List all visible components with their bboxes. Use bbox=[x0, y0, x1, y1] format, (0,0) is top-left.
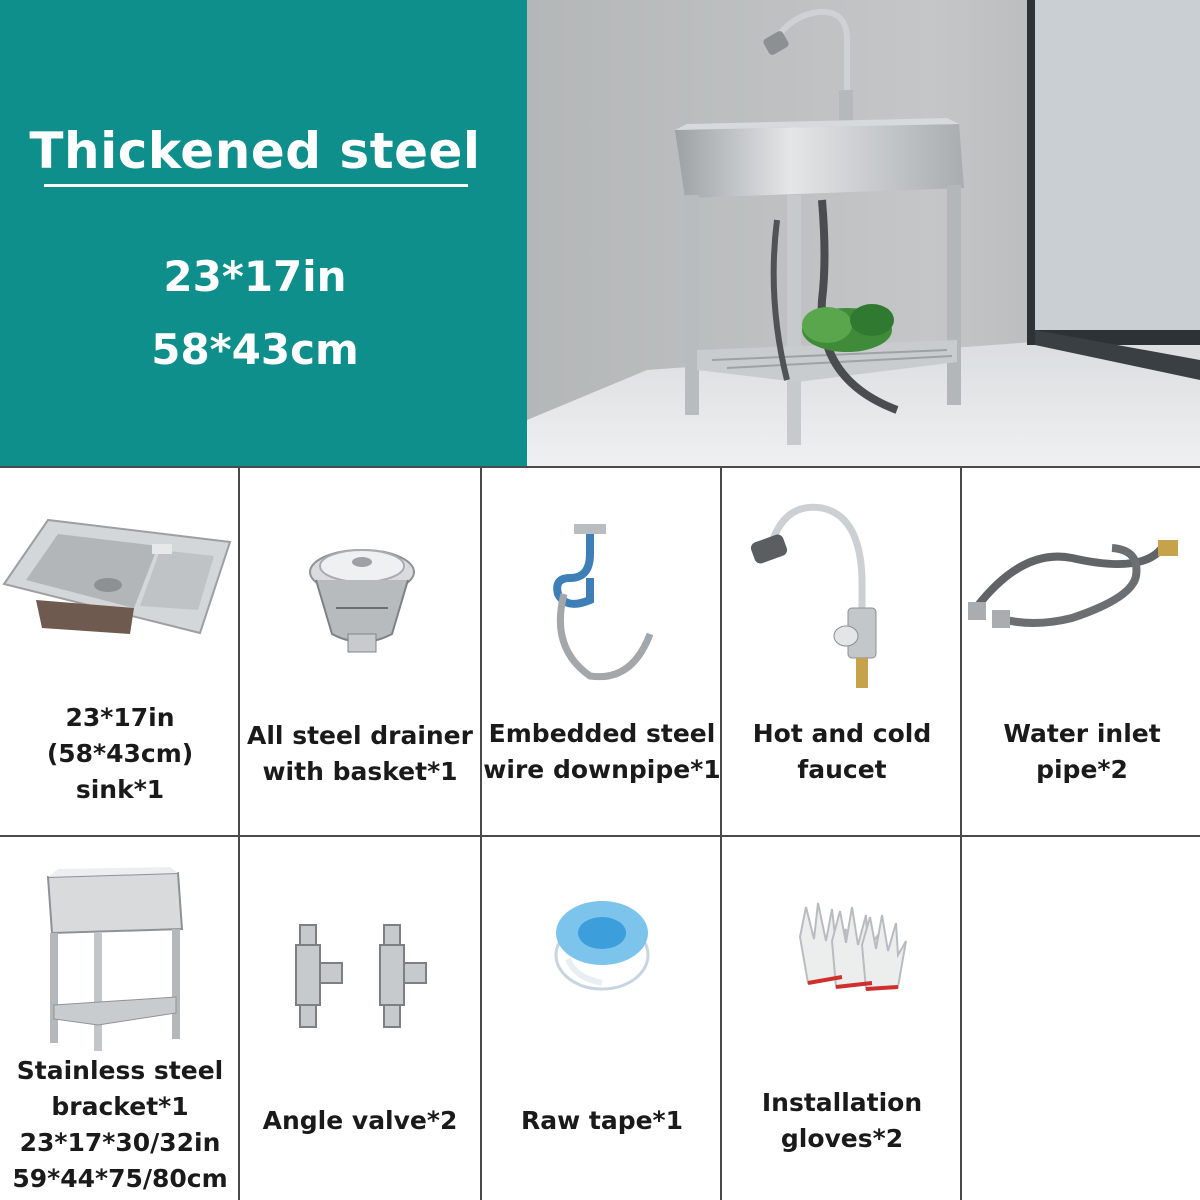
title-panel bbox=[0, 0, 527, 466]
item-label: 23*17in (58*43cm) sink*1 bbox=[46, 703, 194, 804]
item-label: Installation gloves*2 bbox=[761, 1088, 923, 1153]
item-label: Angle valve*2 bbox=[262, 1106, 458, 1135]
dimension-cm: 58*43cm bbox=[151, 325, 359, 374]
item-label: All steel drainer with basket*1 bbox=[247, 721, 473, 786]
item-downpipe bbox=[482, 468, 722, 835]
sink-bracket-icon bbox=[0, 837, 240, 1057]
dimension-inches: 23*17in bbox=[163, 252, 347, 301]
item-label: Embedded steel wire downpipe*1 bbox=[483, 719, 721, 784]
item-label: Water inlet pipe*2 bbox=[1003, 719, 1161, 784]
angle-valve-icon bbox=[240, 837, 480, 1067]
product-header bbox=[0, 0, 1200, 466]
item-inlet-pipe bbox=[962, 468, 1200, 835]
item-label: Hot and cold faucet bbox=[752, 719, 932, 784]
gloves-icon bbox=[722, 837, 962, 1067]
drainer-basket-icon bbox=[240, 468, 480, 668]
item-gloves bbox=[722, 837, 962, 1200]
item-label: Stainless steel bracket*1 23*17*30/32in 59*44*75/80cm bbox=[12, 1056, 228, 1193]
item-sink bbox=[0, 468, 240, 835]
sink-stand-photo-icon bbox=[527, 0, 1200, 466]
raw-tape-icon bbox=[482, 837, 722, 1067]
item-drainer bbox=[240, 468, 480, 835]
title-underline bbox=[44, 184, 468, 187]
faucet-icon bbox=[722, 468, 962, 698]
item-raw-tape bbox=[482, 837, 722, 1200]
item-angle-valve bbox=[240, 837, 480, 1200]
sink-basin-icon bbox=[0, 468, 240, 668]
item-bracket bbox=[0, 837, 240, 1200]
item-faucet bbox=[722, 468, 962, 835]
page-title: Thickened steel bbox=[29, 122, 481, 180]
downpipe-icon bbox=[482, 468, 722, 688]
inlet-pipe-icon bbox=[962, 468, 1200, 668]
empty-cell bbox=[962, 837, 1200, 1200]
item-label: Raw tape*1 bbox=[520, 1106, 684, 1135]
product-photo bbox=[527, 0, 1200, 466]
package-contents-grid bbox=[0, 466, 1200, 1200]
